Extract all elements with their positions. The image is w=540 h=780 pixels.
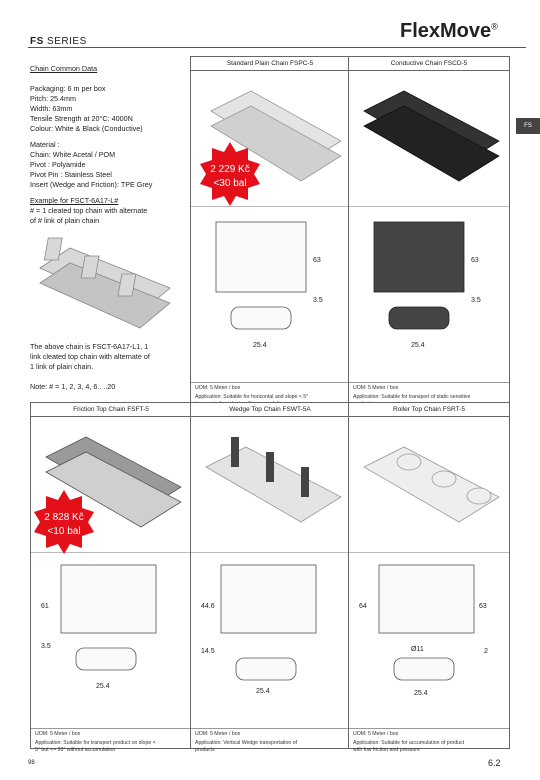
- dim-pitch: 25.4: [253, 342, 267, 349]
- product-card-friction: [30, 402, 192, 753]
- product-card-wedge: [190, 402, 350, 753]
- dim-width: 64: [359, 603, 367, 610]
- example-chain-image: [30, 228, 180, 338]
- product-title: Roller Top Chain FSRT-5: [349, 403, 509, 417]
- product-application: Application: Suitable for transport product on slope < 5° but <= 30° without accumulation: [35, 740, 156, 753]
- product-uom: UOM: 5 Meter / box: [31, 728, 191, 740]
- badge-quantity: <30 bal: [213, 178, 247, 189]
- product-application: Application: Vertical Wedge transportation of products: [195, 740, 297, 753]
- product-card-standard: [190, 56, 350, 403]
- dim-height: 3.5: [41, 643, 51, 650]
- product-title: Friction Top Chain FSFT-5: [31, 403, 191, 417]
- series-label: FS SERIES: [30, 36, 87, 47]
- product-uom: UOM: 5 Meter / box: [191, 382, 349, 394]
- chain-common-data: Packaging: 6 m per box Pitch: 25.4mm Width: 63mm Tensile Strength at 20°C: 4000N Colour: White & Black (Conductive): [30, 84, 143, 133]
- product-card-roller: [348, 402, 510, 753]
- product-title: Conductive Chain FSCD-5: [349, 57, 509, 71]
- badge-price: 2 828 Kč: [44, 512, 84, 523]
- header-divider: [28, 47, 526, 48]
- product-photo: [349, 417, 509, 547]
- side-tab: FS: [516, 118, 540, 134]
- product-drawing: [349, 206, 509, 377]
- dim-width: 63: [471, 257, 479, 264]
- dim-height: 3.5: [471, 297, 481, 304]
- product-photo: [191, 417, 349, 547]
- product-title: Wedge Top Chain FSWT-5A: [191, 403, 349, 417]
- material-list: Material : Chain: White Acetal / POM Pivot : Polyamide Pivot Pin : Stainless Steel Insert (Wedge and Friction): TPE Grey: [30, 140, 153, 189]
- dim-width: 44.6: [201, 603, 215, 610]
- product-drawing: [31, 552, 191, 723]
- product-card-conductive: [348, 56, 510, 403]
- product-title: Standard Plain Chain FSPC-5: [191, 57, 349, 71]
- page-number: 6.2: [488, 758, 501, 768]
- price-badge-friction: [32, 490, 96, 554]
- brand-logo: FlexMove®: [400, 20, 498, 42]
- product-application: Application: Suitable for horizontal and slope < 5°: [195, 394, 309, 400]
- product-uom: UOM: 5 Meter / box: [191, 728, 349, 740]
- price-badge-standard: [198, 142, 262, 206]
- dim-pitch: 25.4: [96, 683, 110, 690]
- product-drawing: [349, 552, 509, 723]
- dim-roller-diameter: Ø11: [411, 646, 424, 653]
- product-uom: UOM: 5 Meter / box: [349, 382, 509, 394]
- dim-inner-width: 63: [479, 603, 487, 610]
- example-block: Example for FSCT-6A17-L# # = 1 cleated top chain with alternate of # link of plain chain: [30, 196, 148, 225]
- dim-offset: 2: [484, 648, 488, 655]
- dim-pitch: 25.4: [414, 690, 428, 697]
- dim-width: 61: [41, 603, 49, 610]
- footer-left-number: 98: [28, 760, 35, 766]
- product-application: Application: Suitable for transport of static sensitive: [353, 394, 471, 400]
- product-drawing: [191, 552, 349, 723]
- dim-pitch: 25.4: [411, 342, 425, 349]
- example-note: Note: # = 1, 2, 3, 4, 6.. ..20: [30, 382, 116, 391]
- dim-width: 63: [313, 257, 321, 264]
- example-description: The above chain is FSCT-6A17-L1, 1 link cleated top chain with alternate of 1 link of plain chain.: [30, 342, 150, 371]
- product-uom: UOM: 5 Meter / box: [349, 728, 509, 740]
- chain-common-title: Chain Common Data: [30, 64, 98, 73]
- dim-height: 14.5: [201, 648, 215, 655]
- badge-price: 2 229 Kč: [210, 164, 250, 175]
- product-drawing: [191, 206, 349, 377]
- dim-pitch: 25.4: [256, 688, 270, 695]
- dim-height: 3.5: [313, 297, 323, 304]
- product-application: Application: Suitable for accumulation of product with low friction and pressure: [353, 740, 465, 753]
- product-photo: [349, 71, 509, 201]
- badge-quantity: <10 bal: [47, 526, 81, 537]
